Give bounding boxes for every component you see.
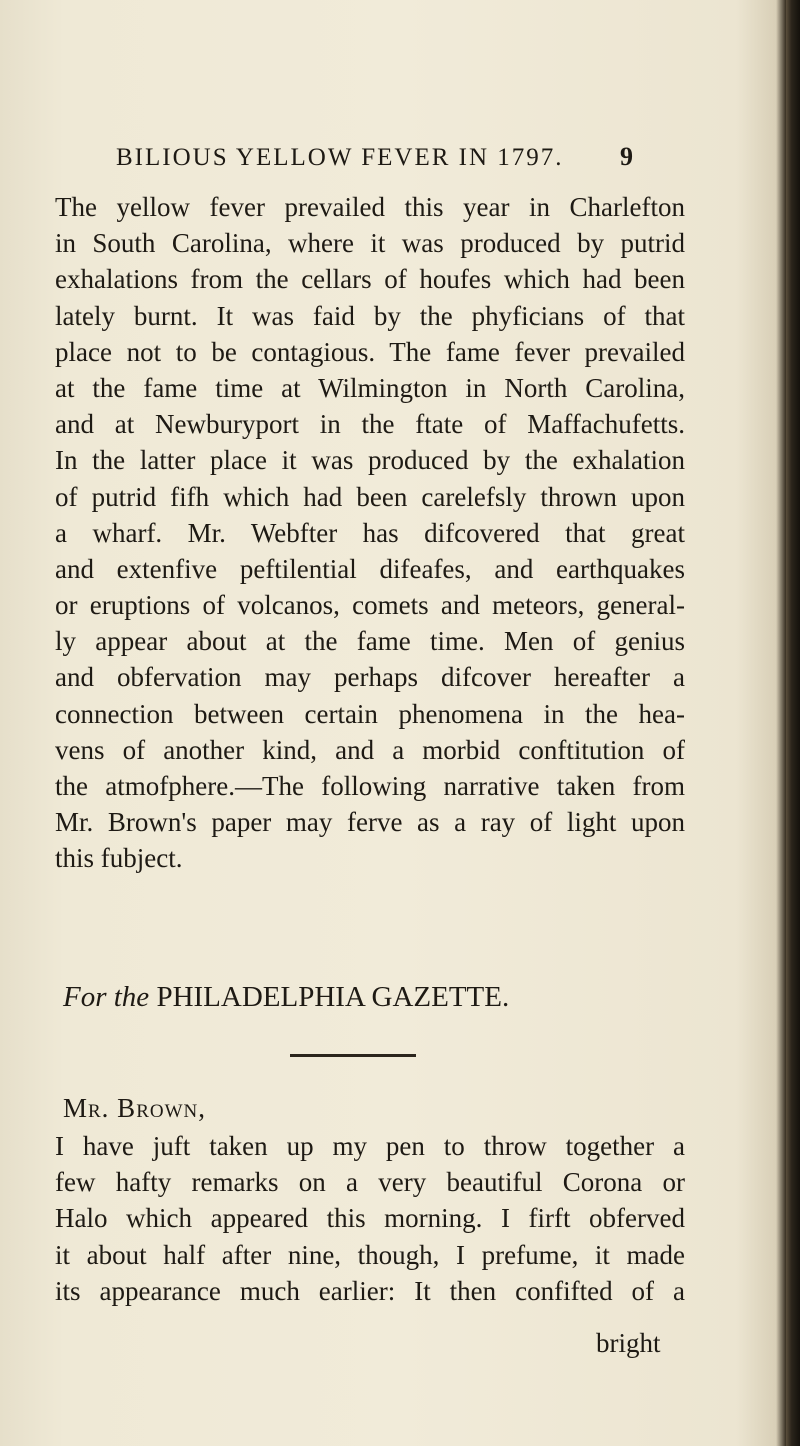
text-line: or eruptions of volcanos, comets and meteors, general- (55, 590, 685, 621)
text-line: the atmofphere.—The following narrative taken from (55, 771, 685, 801)
paragraph-1 (55, 188, 685, 876)
text-line: and extenfive peftilential difeafes, and earthquakes (55, 553, 685, 584)
text-line: In the latter place it was produced by the exhalation (55, 445, 685, 476)
gazette-prefix: For the (63, 981, 150, 1013)
text-line: Halo which appeared this morning. I firft obferved (55, 1203, 685, 1234)
paragraph-2 (55, 1127, 685, 1308)
text-line: in South Carolina, where it was produced by putrid (55, 228, 685, 259)
salutation: Mr. Brown, (63, 1093, 206, 1123)
running-title: BILIOUS YELLOW FEVER IN 1797. (116, 144, 564, 171)
section-rule (290, 1054, 416, 1057)
text-line: place not to be contagious. The fame fever prevailed (55, 336, 685, 367)
text-line: its appearance much earlier: It then confifted of a (55, 1275, 685, 1306)
text-line: of putrid fifh which had been carelefsly thrown upon (55, 481, 685, 512)
text-line: Mr. Brown's paper may ferve as a ray of light upon (55, 807, 685, 838)
running-header (116, 140, 656, 180)
gazette-heading (63, 981, 509, 1014)
text-line: exhalations from the cellars of houfes which had been (55, 264, 685, 295)
text-line: and obfervation may perhaps difcover hereafter a (55, 662, 685, 693)
text-line: a wharf. Mr. Webfter has difcovered that great (55, 517, 685, 548)
text-line: at the fame time at Wilmington in North Carolina, (55, 372, 685, 403)
text-line: vens of another kind, and a morbid conftitution of (55, 734, 685, 765)
text-line: connection between certain phenomena in the hea- (55, 698, 685, 729)
gazette-name: PHILADELPHIA GAZETTE. (156, 981, 510, 1013)
page-number: 9 (620, 142, 635, 171)
text-line: this fubject. (55, 843, 183, 874)
text-line: and at Newburyport in the ftate of Maffachufetts. (55, 409, 685, 440)
text-line: few hafty remarks on a very beautiful Corona or (55, 1167, 685, 1198)
catchword: bright (596, 1328, 661, 1358)
text-line: The yellow fever prevailed this year in Charlefton (55, 192, 685, 222)
text-line: lately burnt. It was faid by the phyficians of that (55, 300, 685, 331)
text-line: it about half after nine, though, I prefume, it made (55, 1239, 685, 1270)
book-spine-edge (786, 0, 800, 1446)
text-line: I have juft taken up my pen to throw together a (55, 1131, 685, 1161)
text-line: ly appear about at the fame time. Men of genius (55, 626, 685, 657)
